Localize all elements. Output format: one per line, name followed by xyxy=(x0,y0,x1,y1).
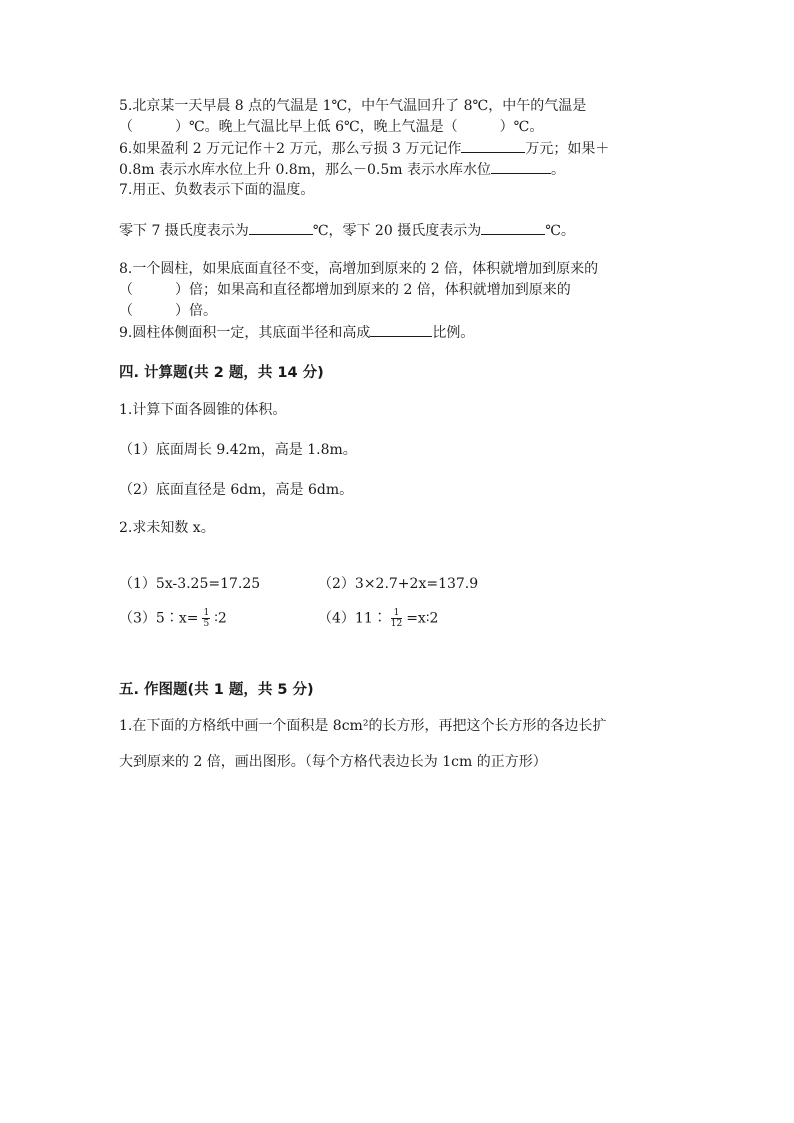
section-heading-drawing: 五. 作图题(共 1 题，共 5 分) xyxy=(119,682,314,698)
equation-3-text-b: ∶2 xyxy=(214,610,227,627)
drawing-question-line1: 1.在下面的方格纸中画一个面积是 8cm²的长方形，再把这个长方形的各边长扩 xyxy=(119,718,607,734)
fraction-one-twelfth xyxy=(391,608,402,629)
calc-1-part-1: （1）底面周长 9.42m，高是 1.8m。 xyxy=(119,442,357,458)
q8-line3: （ ）倍。 xyxy=(119,303,217,319)
calc-question-2: 2.求未知数 x。 xyxy=(119,520,215,536)
fraction-denominator: 5 xyxy=(203,619,210,629)
q7-line2 xyxy=(119,220,575,241)
equation-3-text-a: （3）5∶x= xyxy=(119,610,199,627)
answer-blank[interactable] xyxy=(370,322,432,337)
fraction-numerator: 1 xyxy=(203,608,210,618)
equation-1: （1）5x-3.25=17.25 xyxy=(119,576,261,592)
q7-line1: 7.用正、负数表示下面的温度。 xyxy=(119,182,315,198)
fraction-one-fifth xyxy=(202,608,210,629)
q8-line2: （ ）倍；如果高和直径都增加到原来的 2 倍，体积就增加到原来的 xyxy=(119,282,571,298)
q7-line2-text-b: ℃，零下 20 摄氏度表示为 xyxy=(312,223,482,239)
q9-text-b: 比例。 xyxy=(432,325,475,341)
section-heading-calculation: 四. 计算题(共 2 题，共 14 分) xyxy=(119,365,324,381)
equation-3 xyxy=(119,608,227,629)
q9-line xyxy=(119,322,474,343)
q7-line2-text-a: 零下 7 摄氏度表示为 xyxy=(119,223,249,239)
equation-2: （2）3×2.7+2x=137.9 xyxy=(318,576,479,592)
q8-line1: 8.一个圆柱，如果底面直径不变，高增加到原来的 2 倍，体积就增加到原来的 xyxy=(119,261,599,277)
equation-4-text-b: =x∶2 xyxy=(406,610,439,627)
calc-question-1: 1.计算下面各圆锥的体积。 xyxy=(119,402,287,418)
fraction-numerator: 1 xyxy=(391,608,402,619)
q6-line1 xyxy=(119,138,609,159)
answer-blank[interactable] xyxy=(249,220,313,235)
equation-4-text-a: （4）11∶ xyxy=(318,610,387,627)
q6-line2-text-a: 0.8m 表示水库水位上升 0.8m，那么－0.5m 表示水库水位 xyxy=(119,162,491,178)
drawing-question-line2: 大到原来的 2 倍，画出图形。（每个方格代表边长为 1cm 的正方形） xyxy=(119,754,547,770)
q5-line1: 5.北京某一天早晨 8 点的气温是 1℃，中午气温回升了 8℃，中午的气温是 xyxy=(119,98,587,114)
fraction-denominator: 12 xyxy=(390,619,403,629)
calc-1-part-2: （2）底面直径是 6dm，高是 6dm。 xyxy=(119,482,354,498)
answer-blank[interactable] xyxy=(461,138,525,153)
answer-blank[interactable] xyxy=(491,159,551,174)
equation-4 xyxy=(318,608,438,629)
q5-line2: （ ）℃。晚上气温比早上低 6℃，晚上气温是（ ）℃。 xyxy=(119,119,544,135)
q6-line2-text-b: 。 xyxy=(550,162,565,178)
q6-line1-text-a: 6.如果盈利 2 万元记作＋2 万元，那么亏损 3 万元记作 xyxy=(119,141,462,157)
q6-line1-text-b: 万元；如果＋ xyxy=(525,141,610,157)
q6-line2 xyxy=(119,159,565,180)
answer-blank[interactable] xyxy=(481,220,545,235)
q9-text-a: 9.圆柱体侧面积一定，其底面半径和高成 xyxy=(119,325,371,341)
q7-line2-text-c: ℃。 xyxy=(545,223,575,239)
